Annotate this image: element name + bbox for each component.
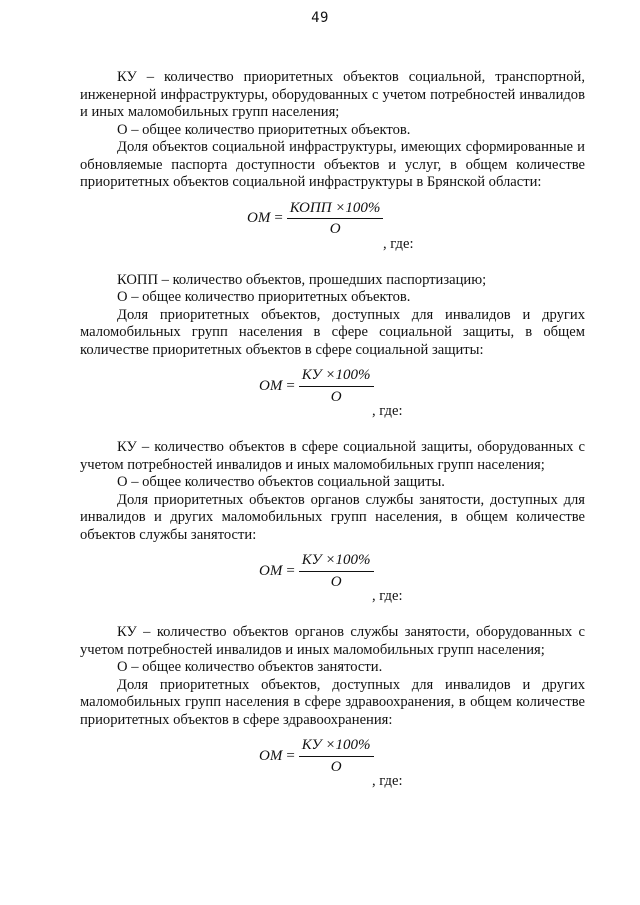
definition-o-3: О – общее количество объектов социальной защиты.: [117, 474, 445, 490]
fraction-denominator: О: [330, 388, 342, 405]
fraction-denominator: О: [330, 573, 342, 590]
definition-o-1: О – общее количество приоритетных объектов.: [117, 121, 411, 138]
formula-suffix: , где:: [372, 773, 403, 789]
fraction-numerator: КУ ×100%: [299, 367, 374, 387]
formula-lhs: ОМ: [259, 562, 283, 579]
fraction-numerator: КОПП ×100%: [287, 200, 384, 220]
fraction-numerator: КУ ×100%: [299, 737, 374, 757]
fraction: [299, 737, 374, 776]
fraction: [299, 552, 374, 591]
formula-2-expression: [259, 367, 374, 406]
fraction-numerator: КУ ×100%: [299, 552, 374, 572]
intro-healthcare-share: Доля приоритетных объектов, доступных для инвалидов и других маломобильных групп населения в сфере здравоохранения, в общем количестве приоритетных объектов в сфере здравоохранения:: [80, 676, 585, 728]
formula-equals: =: [274, 210, 283, 227]
definition-ku-2: КУ – количество объектов в сфере социальной защиты, оборудованных с учетом потребностей инвалидов и иных маломобильных групп населения;: [80, 439, 585, 473]
fraction-denominator: О: [330, 758, 342, 775]
definition-o-4: О – общее количество объектов занятости.: [117, 659, 383, 675]
fraction: [287, 200, 384, 239]
fraction-denominator: О: [329, 221, 341, 237]
definition-ku-3: КУ – количество объектов органов службы занятости, оборудованных с учетом потребностей инвалидов и иных маломобильных групп населения;: [80, 624, 585, 658]
formula-equals: =: [286, 747, 295, 764]
intro-social-protection-share: Доля приоритетных объектов, доступных для инвалидов и других маломобильных групп населения в сфере социальной защиты, в общем количестве приоритетных объектов в сфере социальной защиты:: [80, 306, 585, 358]
formula-equals: =: [286, 377, 295, 394]
formula-4-expression: [259, 737, 374, 776]
definition-ku-1: КУ – количество приоритетных объектов социальной, транспортной, инженерной инфраструктуры, оборудованных с учетом потребностей инвалидов и иных маломобильных групп населения;: [80, 69, 585, 120]
formula-1: [80, 192, 585, 272]
formula-3: [80, 544, 585, 624]
document-body: [80, 69, 585, 809]
formula-suffix: , где:: [383, 235, 414, 252]
formula-equals: =: [286, 562, 295, 579]
fraction: [299, 367, 374, 406]
formula-4: [80, 729, 585, 809]
formula-2: [80, 359, 585, 439]
formula-lhs: ОМ: [259, 747, 283, 764]
definition-o-2: О – общее количество приоритетных объектов.: [117, 289, 411, 305]
formula-suffix: , где:: [372, 403, 403, 419]
formula-lhs: ОМ: [259, 377, 283, 394]
formula-suffix: , где:: [372, 588, 403, 604]
formula-lhs: ОМ: [247, 210, 271, 227]
definition-kopp: КОПП – количество объектов, прошедших паспортизацию;: [117, 271, 487, 288]
formula-1-expression: [247, 200, 383, 239]
formula-3-expression: [259, 552, 374, 591]
intro-passport-share: Доля объектов социальной инфраструктуры, имеющих сформированные и обновляемые паспорта доступности объектов и услуг, в общем количестве приоритетных объектов социальной инфраструктуры в Брянской области:: [80, 139, 585, 190]
page-number: 49: [311, 10, 329, 26]
intro-employment-share: Доля приоритетных объектов органов службы занятости, доступных для инвалидов и других маломобильных групп населения, в общем количестве объектов службы занятости:: [80, 491, 585, 543]
